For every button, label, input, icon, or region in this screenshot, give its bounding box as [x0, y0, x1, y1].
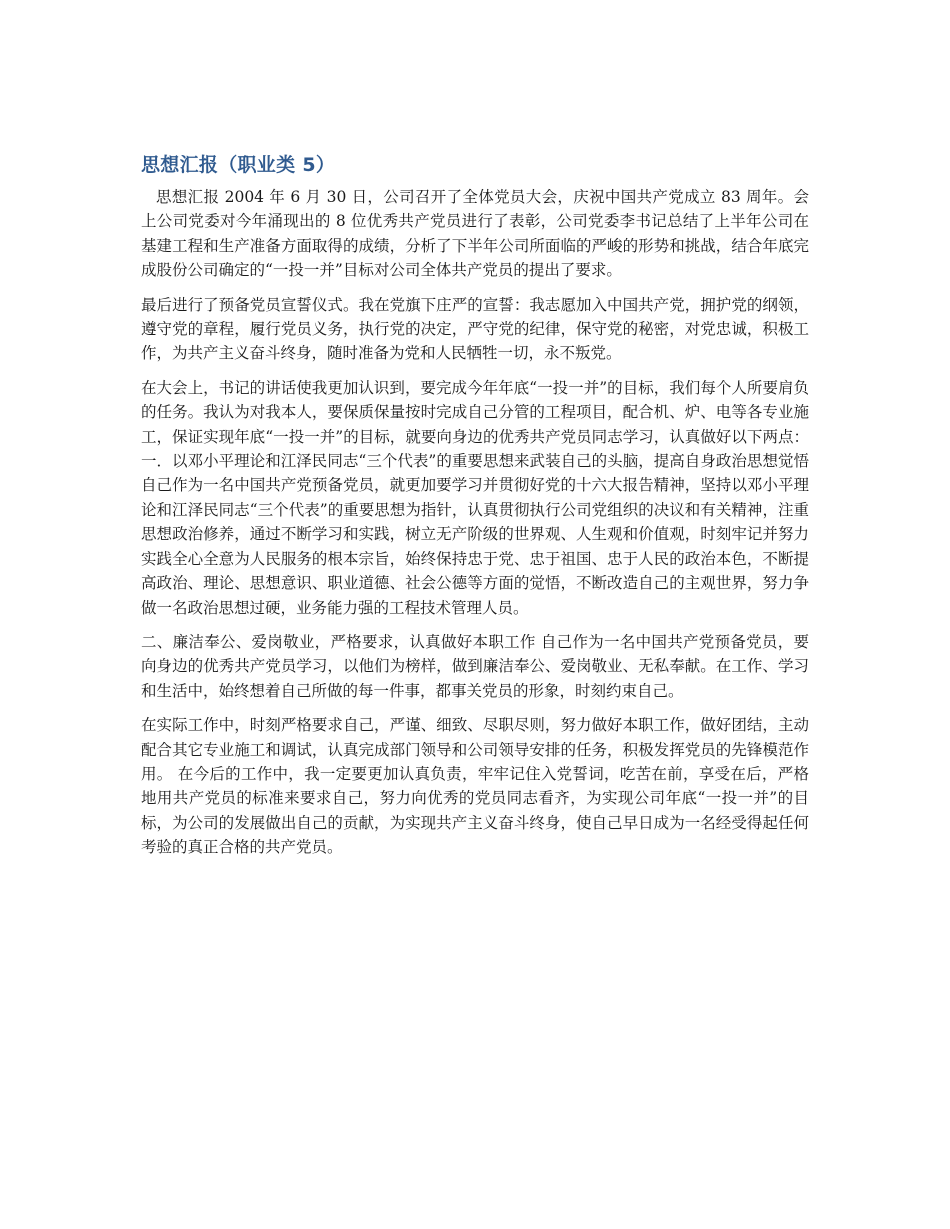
- document-title: 思想汇报（职业类 5）: [141, 154, 336, 176]
- paragraph-5: 在实际工作中，时刻严格要求自己，严谨、细致、尽职尽则，努力做好本职工作，做好团结，主动配合其它专业施工和调试，认真完成部门领导和公司领导安排的任务，积极发挥党员的先锋模范作用。 在今后的工作中，我一定要更加认真负责，牢牢记住入党誓词，吃苦在前，享受在后，严格地用共产党员的标准来要求自己，努力向优秀的党员同志看齐，为实现公司年底“一投一并”的目标，为公司的发展做出自己的贡献，为实现共产主义奋斗终身，使自己早日成为一名经受得起任何考验的真正合格的共产党员。: [141, 716, 809, 857]
- paragraph-4: 二、廉洁奉公、爱岗敬业，严格要求，认真做好本职工作 自己作为一名中国共产党预备党员，要向身边的优秀共产党员学习，以他们为榜样，做到廉洁奉公、爱岗敬业、无私奉献。在工作、学习和生活中，始终想着自己所做的每一件事，都事关党员的形象，时刻约束自己。: [141, 632, 809, 700]
- paragraph-1: 思想汇报 2004 年 6 月 30 日，公司召开了全体党员大会，庆祝中国共产党成立 83 周年。会上公司党委对今年涌现出的 8 位优秀共产党员进行了表彰，公司党委李书记总结了上半年公司在基建工程和生产准备方面取得的成绩，分析了下半年公司所面临的严峻的形势和挑战，结合年底完成股份公司确定的“一投一并”目标对公司全体共产党员的提出了要求。: [141, 188, 809, 280]
- paragraph-3: 在大会上，书记的讲话使我更加认识到，要完成今年年底“一投一并”的目标，我们每个人所要肩负的任务。我认为对我本人，要保质保量按时完成自己分管的工程项目，配合机、炉、电等各专业施工，保证实现年底“一投一并”的目标，就要向身边的优秀共产党员同志学习，认真做好以下两点： 一．以邓小平理论和江泽民同志“三个代表”的重要思想来武装自己的头脑，提高自身政治思想觉悟 自己作为一名中国共产党预备党员，就更加要学习并贯彻好党的十六大报告精神，坚持以邓小平理论和江泽民同志“三个代表”的重要思想为指针，认真贯彻执行公司党组织的决议和有关精神，注重思想政治修养，通过不断学习和实践，树立无产阶级的世界观、人生观和价值观，时刻牢记并努力实践全心全意为人民服务的根本宗旨，始终保持忠于党、忠于祖国、忠于人民的政治本色，不断提高政治、理论、思想意识、职业道德、社会公德等方面的觉悟，不断改造自己的主观世界，努力争做一名政治思想过硬，业务能力强的工程技术管理人员。: [141, 378, 809, 617]
- paragraph-2: 最后进行了预备党员宣誓仪式。我在党旗下庄严的宣誓：我志愿加入中国共产党，拥护党的纲领，遵守党的章程，履行党员义务，执行党的决定，严守党的纪律，保守党的秘密，对党忠诚，积极工作，为共产主义奋斗终身，随时准备为党和人民牺牲一切，永不叛党。: [141, 295, 809, 363]
- document-body: [141, 150, 809, 870]
